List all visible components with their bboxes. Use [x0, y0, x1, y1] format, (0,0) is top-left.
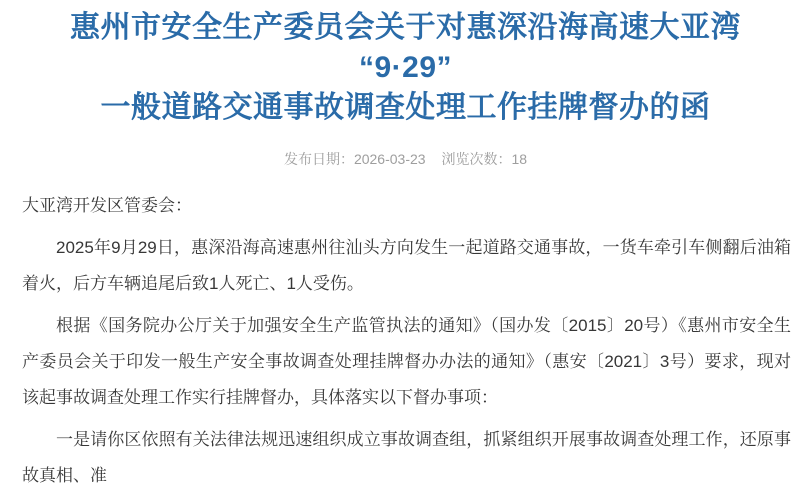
- paragraph-3: 一是请你区依照有关法律法规迅速组织成立事故调查组，抓紧组织开展事故调查处理工作，还原事故真相、准: [22, 430, 791, 485]
- paragraph-2: 根据《国务院办公厅关于加强安全生产监管执法的通知》（国办发〔2015〕20号）《惠州市安全生产委员会关于印发一般生产安全事故调查处理挂牌督办办法的通知》（惠安〔2021〕3号）要求，现对该起事故调查处理工作实行挂牌督办，具体落实以下督办事项：: [22, 316, 791, 407]
- publish-date: [284, 150, 426, 168]
- title-line-2: “9·29”: [358, 51, 453, 84]
- view-count-label: 浏览次数：: [441, 151, 512, 167]
- view-count-value: 18: [511, 151, 528, 167]
- paragraph-1: 2025年9月29日，惠深沿海高速惠州往汕头方向发生一起道路交通事故，一货车牵引车侧翻后油箱着火，后方车辆追尾后致1人死亡、1人受伤。: [22, 238, 791, 293]
- article-body: [0, 188, 811, 494]
- publish-date-label: 发布日期：: [283, 151, 354, 167]
- page-title: [0, 0, 811, 128]
- view-count: [441, 150, 527, 168]
- publish-date-value: 2026-03-23: [353, 151, 426, 167]
- title-line-3: 一般道路交通事故调查处理工作挂牌督办的函: [100, 91, 711, 124]
- title-line-1: 惠州市安全生产委员会关于对惠深沿海高速大亚湾: [70, 11, 741, 44]
- article-meta: [0, 150, 811, 168]
- salutation: 大亚湾开发区管委会：: [22, 196, 192, 215]
